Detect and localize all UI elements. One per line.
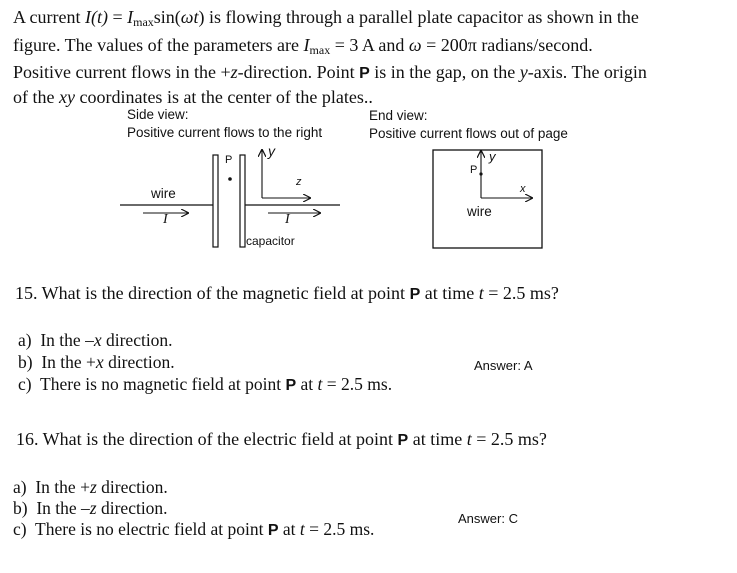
xy-variable: xy bbox=[58, 86, 75, 107]
option-letter: a) bbox=[18, 330, 32, 350]
text: direction. bbox=[103, 352, 175, 372]
text: = 2.5 ms? bbox=[483, 283, 559, 303]
text: There is no electric field at point bbox=[35, 519, 268, 539]
question-16 bbox=[16, 429, 547, 450]
side-point-p-label: P bbox=[225, 154, 233, 166]
text: In the + bbox=[41, 352, 96, 372]
text: = 2.5 ms. bbox=[322, 374, 393, 394]
text: = 2.5 ms. bbox=[304, 519, 375, 539]
end-view-caption: Positive current flows out of page bbox=[369, 126, 568, 141]
text: Positive current flows in the + bbox=[13, 62, 231, 82]
t-variable: t bbox=[466, 429, 472, 449]
text: sin( bbox=[153, 7, 181, 27]
capacitor-plate-left bbox=[213, 155, 218, 247]
capacitor-label: capacitor bbox=[246, 234, 295, 248]
q15-answer: Answer: A bbox=[474, 358, 533, 373]
q16-option-b[interactable] bbox=[13, 498, 168, 519]
text: at bbox=[296, 374, 318, 394]
text: direction. bbox=[101, 330, 173, 350]
x-variable: x bbox=[93, 330, 102, 350]
q16-answer: Answer: C bbox=[458, 511, 518, 526]
text: 16. What is the direction of the electric field at point bbox=[16, 429, 398, 449]
text: In the – bbox=[40, 330, 94, 350]
end-view-title: End view: bbox=[369, 108, 428, 123]
point-p: P bbox=[409, 286, 421, 303]
t-variable: t bbox=[317, 374, 323, 394]
side-z-label: z bbox=[296, 176, 302, 188]
text: figure. The values of the parameters are bbox=[13, 34, 304, 55]
option-letter: a) bbox=[13, 477, 27, 497]
z-variable: z bbox=[89, 477, 97, 497]
end-point-p-label: P bbox=[470, 164, 478, 176]
side-current-left-label: I bbox=[163, 212, 168, 227]
current-symbol: I bbox=[303, 34, 310, 55]
text: In the + bbox=[35, 477, 90, 497]
current-function: I(t) bbox=[84, 7, 108, 27]
capacitor-plate-right bbox=[240, 155, 245, 247]
text: of the bbox=[13, 86, 59, 107]
text: coordinates is at the center of the plates.. bbox=[74, 86, 373, 107]
text: = bbox=[107, 7, 128, 27]
point-p: P bbox=[397, 432, 409, 449]
q16-option-c[interactable] bbox=[13, 519, 374, 540]
end-wire-label: wire bbox=[467, 204, 492, 219]
text: is in the gap, on the bbox=[369, 62, 520, 82]
option-letter: c) bbox=[18, 374, 32, 394]
text: = 200π radians/second. bbox=[421, 34, 593, 55]
q16-option-a[interactable] bbox=[13, 477, 168, 498]
max-subscript: max bbox=[133, 15, 154, 29]
z-variable: z bbox=[230, 62, 238, 82]
side-view-caption: Positive current flows to the right bbox=[127, 125, 323, 140]
question-15 bbox=[15, 283, 559, 304]
t-variable: t bbox=[478, 283, 484, 303]
text: direction. bbox=[96, 477, 168, 497]
point-p: P bbox=[267, 522, 279, 539]
text: at time bbox=[408, 429, 467, 449]
text: There is no magnetic field at point bbox=[40, 374, 286, 394]
text: In the – bbox=[36, 498, 90, 518]
text: -direction. Point bbox=[237, 62, 360, 82]
text: ) is flowing through a parallel plate capacitor as shown in the bbox=[198, 7, 639, 27]
side-wire-label: wire bbox=[151, 186, 176, 201]
t-variable: t bbox=[299, 519, 305, 539]
option-letter: c) bbox=[13, 519, 27, 539]
text: direction. bbox=[96, 498, 168, 518]
z-variable: z bbox=[89, 498, 97, 518]
text: = 3 A and bbox=[330, 34, 409, 55]
text: = 2.5 ms? bbox=[471, 429, 547, 449]
current-symbol: I bbox=[127, 7, 134, 27]
text: A current bbox=[13, 7, 85, 27]
text: 15. What is the direction of the magnetic field at point bbox=[15, 283, 410, 303]
point-p: P bbox=[359, 65, 370, 82]
x-variable: x bbox=[95, 352, 104, 372]
text: at bbox=[278, 519, 300, 539]
q15-option-c[interactable] bbox=[18, 374, 392, 395]
point-p: P bbox=[285, 377, 297, 394]
side-current-right-label: I bbox=[285, 212, 290, 227]
y-variable: y bbox=[519, 62, 528, 82]
max-subscript: max bbox=[309, 42, 331, 57]
side-view-title: Side view: bbox=[127, 107, 189, 122]
end-y-label: y bbox=[489, 149, 496, 164]
q15-option-b[interactable] bbox=[18, 352, 175, 373]
text: -axis. The origin bbox=[527, 62, 647, 82]
text: at time bbox=[420, 283, 479, 303]
option-letter: b) bbox=[13, 498, 28, 518]
omega-symbol: ω bbox=[408, 34, 422, 55]
end-x-label: x bbox=[520, 183, 526, 195]
point-p-dot-end bbox=[479, 172, 482, 175]
omega-t: ωt bbox=[180, 7, 199, 27]
q15-option-a[interactable] bbox=[18, 330, 173, 351]
end-view-frame bbox=[433, 150, 542, 248]
option-letter: b) bbox=[18, 352, 33, 372]
side-y-label: y bbox=[268, 143, 275, 159]
point-p-dot bbox=[228, 177, 232, 181]
